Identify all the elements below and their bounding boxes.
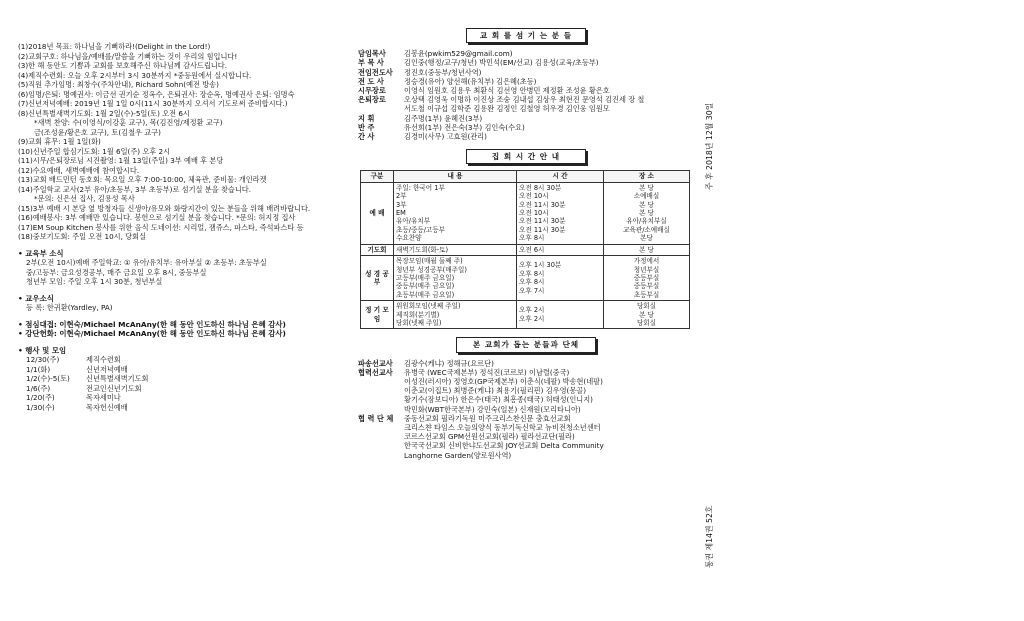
meeting-time: 오전 10시 <box>519 192 549 201</box>
announcement-item: (3)한 해 동안도 기쁨과 교회를 보호해주신 하나님께 감사드립니다. <box>18 61 227 70</box>
mission-role: 파송선교사 <box>358 358 393 368</box>
schedule-event: 신년특별새벽기도회 <box>86 374 149 383</box>
bulletin-volume-block <box>700 505 724 568</box>
meeting-time: 오전 8시 30분 <box>519 183 562 192</box>
header-time: 시 간 <box>517 171 604 182</box>
meeting-place: 소예배실 <box>633 192 660 201</box>
staff-role: 전임전도사 <box>358 67 393 77</box>
event-schedule <box>18 355 348 412</box>
news-section <box>18 249 348 287</box>
meeting-time: 오전 6시 <box>519 245 545 254</box>
staff-role: 부 목 사 <box>358 58 384 68</box>
staff-row <box>358 68 694 77</box>
announcement-item: (2)교회구호: 하나님을/예배를/말씀을 기뻐하는 것이 우리의 힘입니다! <box>18 51 238 61</box>
meeting-places <box>604 182 690 244</box>
missions-heading: 본 교회가 돕는 분들과 단체 <box>456 337 596 352</box>
announcement-item: (5)직원 추가임명: 최창수(주차안내), Richard Sohn(예전 방송) <box>18 80 219 89</box>
announcement-item: (16)예배봉사: 3부 예배만 있습니다. 봉헌으로 섬기실 분을 찾습니다. *문의: 허지정 집사 <box>18 213 296 222</box>
announcement-list <box>18 42 348 242</box>
meeting-name: 3부 <box>396 200 407 209</box>
announcement-item: (9)교회 휴무: 1월 1일(화) <box>18 137 101 146</box>
news-sections <box>18 249 348 356</box>
staff-row <box>358 123 694 132</box>
news-section-title: • 행사 및 모임 <box>18 345 67 355</box>
schedule-date: 1/30(수) <box>26 402 55 412</box>
announcement-item: (12)수요예배, 새벽예배에 참여합시다. <box>18 165 140 175</box>
mission-role: 협 력 단 체 <box>358 413 394 423</box>
news-section-title: • 교육부 소식 <box>18 248 64 258</box>
mission-names-cont: 코르스선교회 GPM선원선교회(필라) 필라선교단(필라) <box>404 432 575 442</box>
staff-role: 은퇴장로 <box>358 95 386 105</box>
meeting-place: 본 당 <box>639 183 654 192</box>
schedule-date: 1/6(주) <box>26 383 51 393</box>
staff-names: 김봉윤(pwkim529@gmail.com) <box>404 49 513 59</box>
staff-names: 김주명(1부) 윤혜진(3부) <box>404 113 483 123</box>
meeting-name: 목장모임(매월 둘째 주) <box>396 257 463 266</box>
meeting-place: 당회실 <box>636 302 657 311</box>
mission-names-cont: 황기수(잠보디아) 한은수(태국) 최흥종(태국) 허태성(인니지) <box>404 395 593 405</box>
announcement-item: (10)신년주일 합심기도회: 1월 6일(주) 오후 2시 <box>18 146 171 156</box>
meeting-names <box>394 301 517 329</box>
meeting-times-heading: 집 회 시 간 안 내 <box>466 149 586 164</box>
meeting-type-label: 예 배 <box>369 209 385 218</box>
mission-names-cont: 이춘교(이집트) 최병준(케냐) 최용기(필리핀) 김우영(몽골) <box>404 386 587 396</box>
announcement-item: (1)2018년 목표: 하나님을 기뻐하라!(Delight in the Lord!) <box>18 42 211 51</box>
meeting-place: 본 당 <box>639 245 654 254</box>
meeting-name: 위원회모임(넷째 주일) <box>396 302 461 311</box>
info-column <box>358 28 694 460</box>
meeting-name: 2부 <box>396 192 407 201</box>
staff-list <box>358 49 694 141</box>
mission-role: 협력선교사 <box>358 367 393 377</box>
meeting-place: 본당 <box>640 234 653 243</box>
staff-names: 오상택 김영욱 이명하 이진상 조숭 김내섭 김상우 최현진 문영석 김진세 장 철 <box>404 95 645 105</box>
meeting-time: 오전 11시 30분 <box>519 217 566 226</box>
meeting-times-body <box>361 182 690 329</box>
announcement-item: (14)주일학교 교사(2부 유아/초등부, 3부 초등부)로 섬기실 분을 찾습니다. <box>18 184 252 194</box>
staff-role: 전 도 사 <box>358 76 384 86</box>
announcement-item: *새벽 찬양: 수(이영식/이강훈 교구), 목(김진영/제정환 교구) <box>34 118 223 127</box>
bulletin-date-block <box>700 102 724 190</box>
meeting-type <box>361 182 394 244</box>
staff-names-cont: 서도철 이규섭 김학준 김용완 김정인 김철영 허우경 김인웅 임원모 <box>404 104 610 114</box>
mission-row <box>358 368 694 377</box>
meeting-place: 중등부실 <box>633 282 660 291</box>
table-row <box>361 256 690 301</box>
schedule-date: 12/30(주) <box>26 355 60 364</box>
staff-row <box>358 58 694 67</box>
schedule-event: 신년저녁예배 <box>86 364 128 374</box>
meeting-name: 청년부 성경공부(매주일) <box>396 265 467 274</box>
meeting-name: 초등부(매주 금요일) <box>396 290 455 299</box>
meeting-times <box>517 182 604 244</box>
meeting-name: 주일: 한국어 1부 <box>396 183 445 192</box>
staff-heading: 교 회 를 섬 기 는 분 들 <box>466 28 586 43</box>
meeting-time: 오후 1시 30분 <box>519 261 562 270</box>
staff-names: 김인중(행정/교구/청년) 박민석(EM/선교) 김용성(교육/초등부) <box>404 58 599 68</box>
announcements-column <box>18 42 348 412</box>
news-section-title: • 교우소식 <box>18 293 54 303</box>
announcement-item: 금(조성윤/황은호 교구), 토(김철우 교구) <box>34 127 161 137</box>
table-row <box>361 244 690 255</box>
schedule-event: 목자헌신예배 <box>86 402 128 412</box>
schedule-date: 1/20(주) <box>26 393 55 402</box>
news-section <box>18 346 348 356</box>
staff-row <box>358 86 694 95</box>
meeting-times-table <box>360 170 690 329</box>
header-place: 장 소 <box>604 171 690 182</box>
meeting-name: EM <box>396 209 406 218</box>
meeting-name: 중등부(매주 금요일) <box>396 282 455 291</box>
staff-names: 김경미(사무) 고효원(관리) <box>404 132 487 142</box>
schedule-date: 1/1(화) <box>26 364 51 374</box>
meeting-name: 당회(넷째 주일) <box>396 318 442 327</box>
meeting-times <box>517 244 604 255</box>
staff-row <box>358 49 694 58</box>
meeting-name: 새벽기도회(화-토) <box>396 245 449 254</box>
announcement-item: (8)신년특별새벽기도회: 1월 2일(수)-5일(토) 오전 6시 <box>18 108 190 118</box>
news-line: 중/고등부: 금요성경공부, 매주 금요일 오후 8시, 중등부실 <box>26 267 207 277</box>
meeting-places <box>604 256 690 301</box>
meeting-place: 청년부실 <box>633 265 660 274</box>
meeting-place: 초등부실 <box>633 290 660 299</box>
meeting-times <box>517 301 604 329</box>
news-line: 2부(오전 10시)예배 주일학교: ① 유아/유치부: 유아부실 ② 초등부: 초등부실 <box>26 258 267 267</box>
meeting-type-label: 성 경 공 부 <box>365 269 389 287</box>
header-content: 내 용 <box>394 171 517 182</box>
meeting-name: 고등부(매주 금요일) <box>396 273 455 282</box>
meeting-place: 유아/유치부실 <box>626 217 667 226</box>
announcement-item: (11)시무/은퇴장로님 시진촬영: 1월 13일(주일) 3부 예배 후 본당 <box>18 156 224 165</box>
meeting-time: 오후 8시 <box>519 278 545 287</box>
meeting-name: 제직회(분기별) <box>396 310 440 319</box>
table-row <box>361 182 690 244</box>
staff-names: 정승경(유아) 양선해(유치부) 김은혜(초등) <box>404 76 537 86</box>
staff-role: 반 주 <box>358 122 375 132</box>
meeting-place: 본 당 <box>639 310 654 319</box>
meeting-time: 오전 10시 <box>519 209 549 218</box>
staff-names: 유선희(1부) 전은숙(3부) 김인숙(수요) <box>404 122 525 132</box>
announcement-item: (6)임명/은퇴: 명예권사: 이금선 권기순 정옥수, 은퇴권사: 장순옥, 명예권사 은퇴: 임명숙 <box>18 89 295 99</box>
mission-names: 김광수(케냐) 정해규(요르단) <box>404 358 494 368</box>
meeting-place: 본 당 <box>639 209 654 218</box>
meeting-name: 초등/중등/고등부 <box>396 225 446 234</box>
schedule-date: 1/2(수)-5(토) <box>26 374 70 383</box>
news-line: • 점심대접: 이현숙/Michael McAnAny(한 해 동안 인도하신 하나님 은혜 감사) <box>18 319 286 329</box>
announcement-item: *문의: 신은선 집사, 김용성 목사 <box>34 194 135 203</box>
announcement-item: (4)제직수련회: 오늘 오후 2시부터 3시 30분까지 *중등원에서 실시합니다. <box>18 70 252 80</box>
meeting-names <box>394 182 517 244</box>
news-line: 등 록: 한귀환(Yardley, PA) <box>26 303 113 312</box>
news-section <box>18 320 348 339</box>
staff-role: 지 휘 <box>358 113 375 123</box>
staff-role: 시무장로 <box>358 86 386 96</box>
mission-names-cont: 크리스챤 타임스 오늘의양식 동부기독신학교 뉴비전청소년센터 <box>404 422 601 432</box>
schedule-event: 전교인신년기도회 <box>86 383 142 393</box>
mission-names-cont: 박민화(WBT한국본부) 강민숙(일본) 신재원(모리타니아) <box>404 404 581 414</box>
staff-row <box>358 95 694 104</box>
mission-row <box>358 414 694 423</box>
mission-row <box>358 359 694 368</box>
staff-row <box>358 132 694 141</box>
meeting-place: 당회실 <box>636 318 657 327</box>
announcement-item: (13)교회 배드민턴 동호회: 목요일 오후 7:00-10:00, 체육관, 준비물: 개인라켓 <box>18 175 267 184</box>
meeting-place: 중등부실 <box>633 273 660 282</box>
staff-row <box>358 114 694 123</box>
meeting-times <box>517 256 604 301</box>
announcement-item: (18)중보기도회: 주일 오전 10시, 당회실 <box>18 232 147 241</box>
meeting-place: 본 당 <box>639 200 654 209</box>
announcement-item: (17)EM Soup Kitchen 봉사를 위한 음식 도네이션: 시리얼, 잼쥬스, 파스타, 즉석파스타 등 <box>18 222 304 232</box>
news-line: • 강단헌화: 이현숙/Michael McAnAny(한 해 동안 인도하신 하나님 은혜 감사) <box>18 329 286 338</box>
header-type: 구분 <box>361 171 394 182</box>
staff-names: 이영식 임원호 김용우 최환식 김선영 안병민 제정환 조성윤 황은호 <box>404 86 610 96</box>
bulletin-date: 주 후 2018년 12월 30일 <box>705 102 714 190</box>
meeting-place: 교육관/소예배실 <box>623 225 670 234</box>
meeting-type <box>361 244 394 255</box>
mission-names: 유병국 (WEC국제본부) 정석진(코르보) 이남렬(중국) <box>404 367 570 377</box>
meeting-time: 오전 11시 30분 <box>519 200 566 209</box>
meeting-places <box>604 301 690 329</box>
staff-names: 정진호(중등부/청년사역) <box>404 67 482 77</box>
staff-row <box>358 77 694 86</box>
meeting-name: 유아/유치부 <box>396 217 431 226</box>
schedule-event: 제직수련회 <box>86 355 121 364</box>
mission-names-cont: Langhorne Garden(양로원사역) <box>404 450 512 460</box>
meeting-type <box>361 301 394 329</box>
staff-role: 간 사 <box>358 132 375 142</box>
staff-role: 담임목사 <box>358 49 386 59</box>
announcement-item: (7)신년저녁예배: 2019년 1월 1일 0시(11시 30분까지 오셔서 기도로써 준비합시다.) <box>18 99 288 108</box>
meeting-time: 오후 8시 <box>519 269 545 278</box>
meeting-places <box>604 244 690 255</box>
table-row <box>361 301 690 329</box>
mission-names-cont: 이성진(러시아) 정영호(GP국제본부) 이춘식(네팔) 박송현(네팔) <box>404 376 603 386</box>
mission-names-cont: 한국국선교회 신비한냐도선교회 JOY선교회 Delta Community <box>404 441 604 451</box>
table-header-row <box>361 171 690 182</box>
meeting-type-label: 기도회 <box>367 245 387 254</box>
meeting-place: 가정에서 <box>633 257 660 266</box>
meeting-time: 오전 11시 30분 <box>519 225 566 234</box>
mission-names: 중동선교회 필라기독원 미주크리스찬신문 충효선교회 <box>404 413 571 423</box>
meeting-time: 오후 8시 <box>519 234 545 243</box>
news-section <box>18 294 348 313</box>
meeting-time: 오후 7시 <box>519 286 545 295</box>
meeting-names <box>394 256 517 301</box>
meeting-time: 오후 2시 <box>519 314 545 323</box>
meeting-time: 오후 2시 <box>519 306 545 315</box>
bulletin-volume: 통권 제14권 52호 <box>705 505 714 568</box>
meeting-name: 수요찬양 <box>396 234 422 243</box>
missions-list <box>358 359 694 460</box>
schedule-event: 목자세미나 <box>86 393 121 402</box>
meeting-type <box>361 256 394 301</box>
meeting-names <box>394 244 517 255</box>
meeting-type-label: 정 기 모 임 <box>365 306 389 323</box>
news-line: 청년부 모임: 주일 오후 1시 30분, 청년부실 <box>26 277 163 286</box>
announcement-item: (15)3부 예배 시 본당 옆 방청자들 신생아/유모와 화랑지간이 있는 분들을 위해 배려바랍니다. <box>18 203 311 213</box>
